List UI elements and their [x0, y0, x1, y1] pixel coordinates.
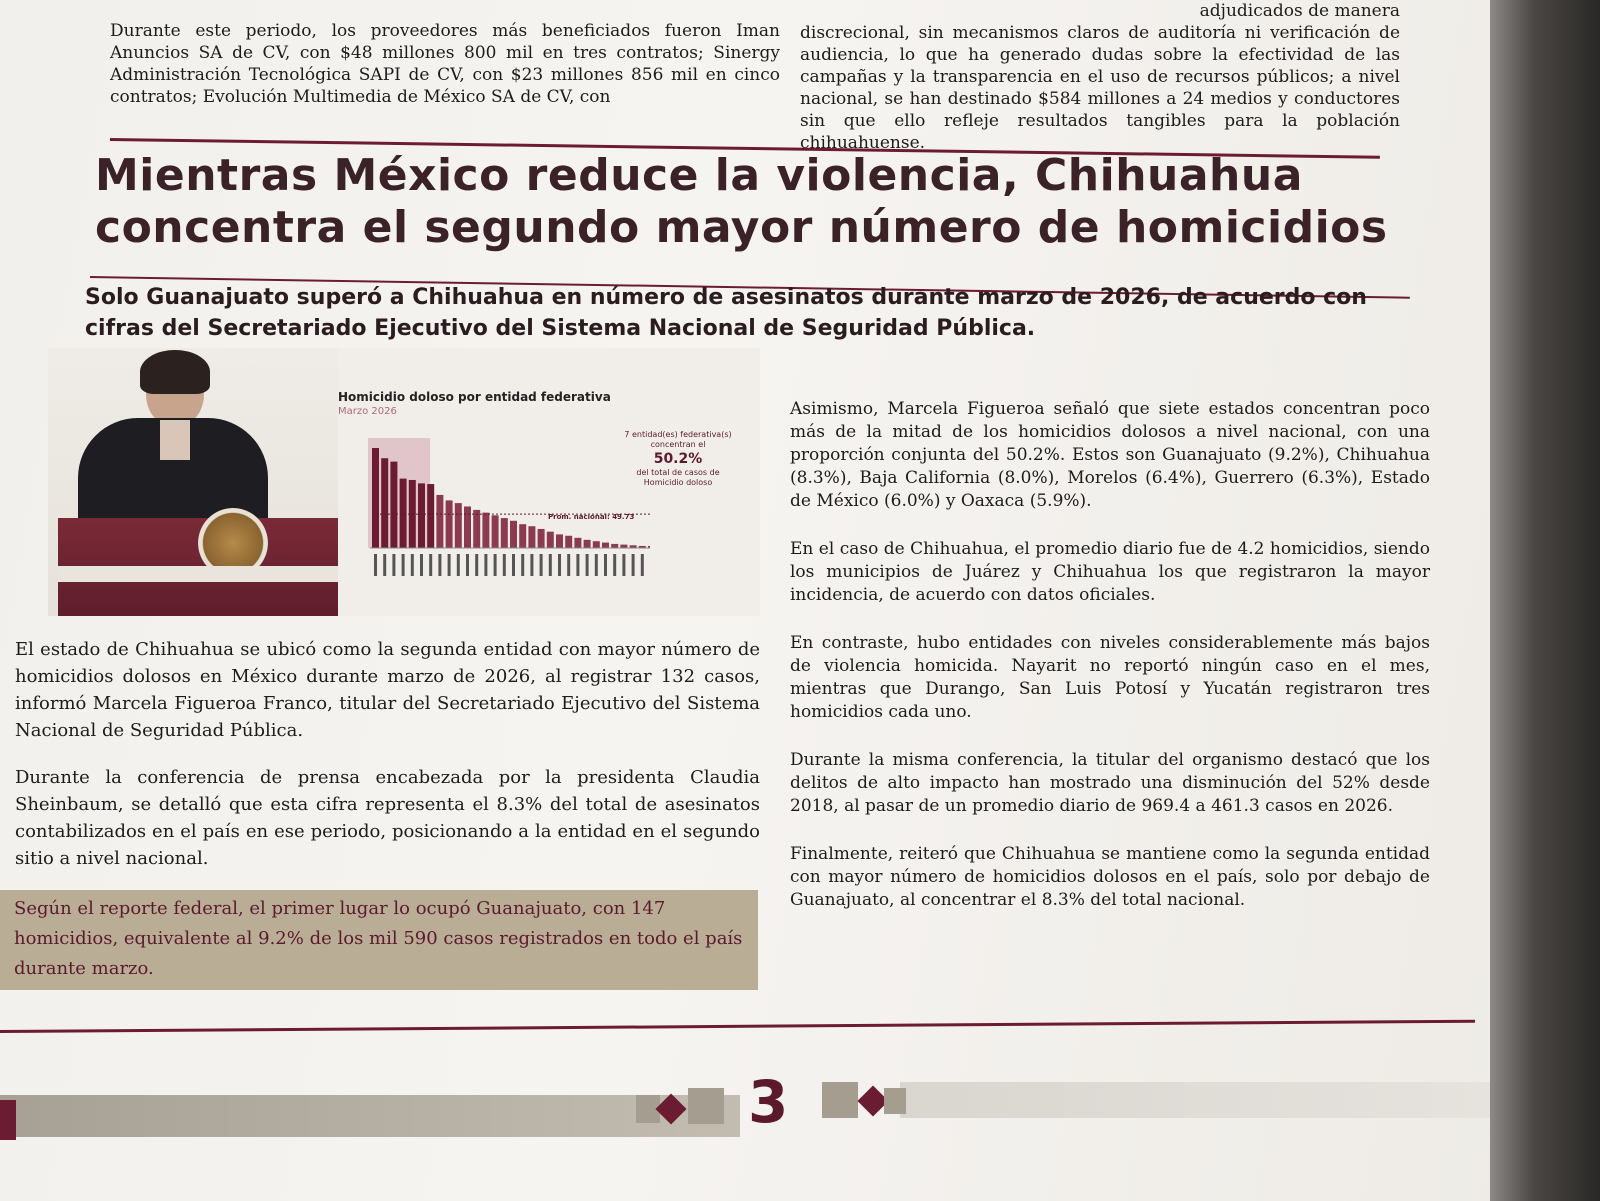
- tick-label: [622, 554, 625, 576]
- tick-label: [530, 554, 533, 576]
- bar: [510, 521, 517, 548]
- bar: [547, 532, 554, 548]
- tick-label: [503, 554, 506, 576]
- top-right-column-text: discrecional, sin mecanismos claros de auditoría ni verificación de audiencia, lo que ha generado dudas sobre la efectividad de las campañas y la transparencia en el uso de recursos públicos; a nivel nacional, se han destinado $584 millones a 24 medios y conductores sin que ello refleje resultados tangibles para la población chihuahuense.: [800, 23, 1400, 153]
- tick-label: [549, 554, 552, 576]
- body-right-column: [790, 398, 1430, 937]
- body-left-column: [15, 636, 760, 892]
- top-left-column-text: Durante este periodo, los proveedores más beneficiados fueron Iman Anuncios SA de CV, con $48 millones 800 mil en tres contratos; Sinergy Administración Tecnológica SAPI de CV, con $23 millones 856 mil en cinco contratos; Evolución Multimedia de México SA de CV, con: [110, 21, 780, 107]
- tick-label: [604, 554, 607, 576]
- tick-label: [466, 554, 469, 576]
- tick-label: [420, 554, 423, 576]
- paragraph: En el caso de Chihuahua, el promedio diario fue de 4.2 homicidios, siendo los municipios de Juárez y Chihuahua los que registraron la mayor incidencia, de acuerdo con datos oficiales.: [790, 539, 1430, 605]
- page-number: 3: [748, 1068, 789, 1136]
- bar: [464, 507, 471, 548]
- chart-note: 7 entidad(es) federativa(s) concentran el 50.2% del total de casos de Homicidio doloso: [608, 430, 748, 488]
- bar: [446, 500, 453, 548]
- tick-label: [567, 554, 570, 576]
- chart-subtitle: Marzo 2026: [338, 406, 397, 417]
- bar: [492, 515, 499, 548]
- bar: [372, 448, 379, 548]
- tick-label: [512, 554, 515, 576]
- bar: [436, 495, 443, 548]
- tick-label: [402, 554, 405, 576]
- bar: [602, 543, 609, 548]
- tick-label: [475, 554, 478, 576]
- tick-label: [494, 554, 497, 576]
- bar: [565, 536, 572, 548]
- bar: [427, 484, 434, 548]
- bar: [519, 524, 526, 548]
- background-shadow: [1490, 0, 1600, 1201]
- bar: [538, 529, 545, 548]
- bar: [556, 534, 563, 548]
- bar: [381, 458, 388, 548]
- paragraph: Finalmente, reiteró que Chihuahua se mantiene como la segunda entidad con mayor número de homicidios dolosos en el país, solo por debajo de Guanajuato, al concentrar el 8.3% del total nacional.: [790, 844, 1430, 910]
- top-right-first-line: adjudicados de manera: [1199, 1, 1400, 21]
- tick-label: [558, 554, 561, 576]
- paragraph: Durante la conferencia de prensa encabezada por la presidenta Claudia Sheinbaum, se detalló que esta cifra representa el 8.3% del total de asesinatos contabilizados en el país en ese periodo, posicionando a la entidad en el segundo sitio a nivel nacional.: [15, 767, 760, 869]
- tick-label: [374, 554, 377, 576]
- bar: [620, 545, 627, 548]
- footer-decor-bar-right: [900, 1082, 1490, 1118]
- subheadline: Solo Guanajuato superó a Chihuahua en número de asesinatos durante marzo de 2026, de acuerdo con cifras del Secretariado Ejecutivo del Sistema Nacional de Seguridad Pública.: [85, 285, 1367, 341]
- bar: [400, 479, 407, 548]
- chart-title: Homicidio doloso por entidad federativa: [338, 390, 611, 404]
- tick-label: [632, 554, 635, 576]
- speaker-photo: [48, 348, 338, 616]
- bar: [390, 462, 397, 548]
- tick-label: [392, 554, 395, 576]
- bar: [611, 544, 618, 548]
- footer-decor-bar-left: [0, 1095, 740, 1137]
- tick-label: [576, 554, 579, 576]
- bar: [455, 503, 462, 548]
- bar: [574, 538, 581, 548]
- paragraph: Durante la misma conferencia, la titular del organismo destacó que los delitos de alto impacto han mostrado una disminución del 52% desde 2018, al pasar de un promedio diario de 969.4 a 461.3 casos en 2026.: [790, 750, 1430, 816]
- footer-rule: [0, 1020, 1475, 1033]
- bar: [482, 513, 489, 548]
- bar: [584, 540, 591, 548]
- tick-label: [429, 554, 432, 576]
- paragraph: En contraste, hubo entidades con niveles considerablemente más bajos de violencia homicida. Nayarit no reportó ningún caso en el mes, mientras que Durango, San Luis Potosí y Yucatán registraron tres homicidios cada uno.: [790, 633, 1430, 722]
- top-right-column: [800, 0, 1400, 154]
- tick-label: [484, 554, 487, 576]
- tick-label: [595, 554, 598, 576]
- bar: [593, 541, 600, 548]
- national-average-label: Prom. nacional: 49.73: [548, 513, 635, 521]
- tick-label: [411, 554, 414, 576]
- footer-square-icon: [688, 1088, 724, 1124]
- footer-mark: [0, 1100, 16, 1140]
- bar: [528, 526, 535, 548]
- paragraph: El estado de Chihuahua se ubicó como la segunda entidad con mayor número de homicidios dolosos en México durante marzo de 2026, al registrar 132 casos, informó Marcela Figueroa Franco, titular del Secretariado Ejecutivo del Sistema Nacional de Seguridad Pública.: [15, 639, 760, 741]
- bar: [418, 483, 425, 548]
- footer-square-icon: [822, 1082, 858, 1118]
- footer-square-icon: [884, 1088, 906, 1114]
- article-figure: [48, 348, 760, 616]
- tick-label: [586, 554, 589, 576]
- tick-label: [383, 554, 386, 576]
- paragraph: Asimismo, Marcela Figueroa señaló que siete estados concentran poco más de la mitad de los homicidios dolosos a nivel nacional, con una proporción conjunta del 50.2%. Estos son Guanajuato (9.2%), Chihuahua (8.3%), Baja California (8.0%), Morelos (6.4%), Guerrero (6.3%), Estado de México (6.0%) y Oaxaca (5.9%).: [790, 399, 1430, 511]
- tick-label: [540, 554, 543, 576]
- homicide-bar-chart: [320, 438, 650, 598]
- note-value: 50.2%: [653, 451, 703, 467]
- highlight-callout: Según el reporte federal, el primer lugar lo ocupó Guanajuato, con 147 homicidios, equivalente al 9.2% de los mil 590 casos registrados en todo el país durante marzo.: [0, 890, 758, 990]
- tick-label: [521, 554, 524, 576]
- bar: [501, 518, 508, 548]
- tick-label: [641, 554, 644, 576]
- tick-label: [448, 554, 451, 576]
- headline: Mientras México reduce la violencia, Chihuahua concentra el segundo mayor número de homicidios: [95, 150, 1388, 253]
- tick-label: [613, 554, 616, 576]
- tick-label: [438, 554, 441, 576]
- tick-label: [457, 554, 460, 576]
- bar: [473, 510, 480, 548]
